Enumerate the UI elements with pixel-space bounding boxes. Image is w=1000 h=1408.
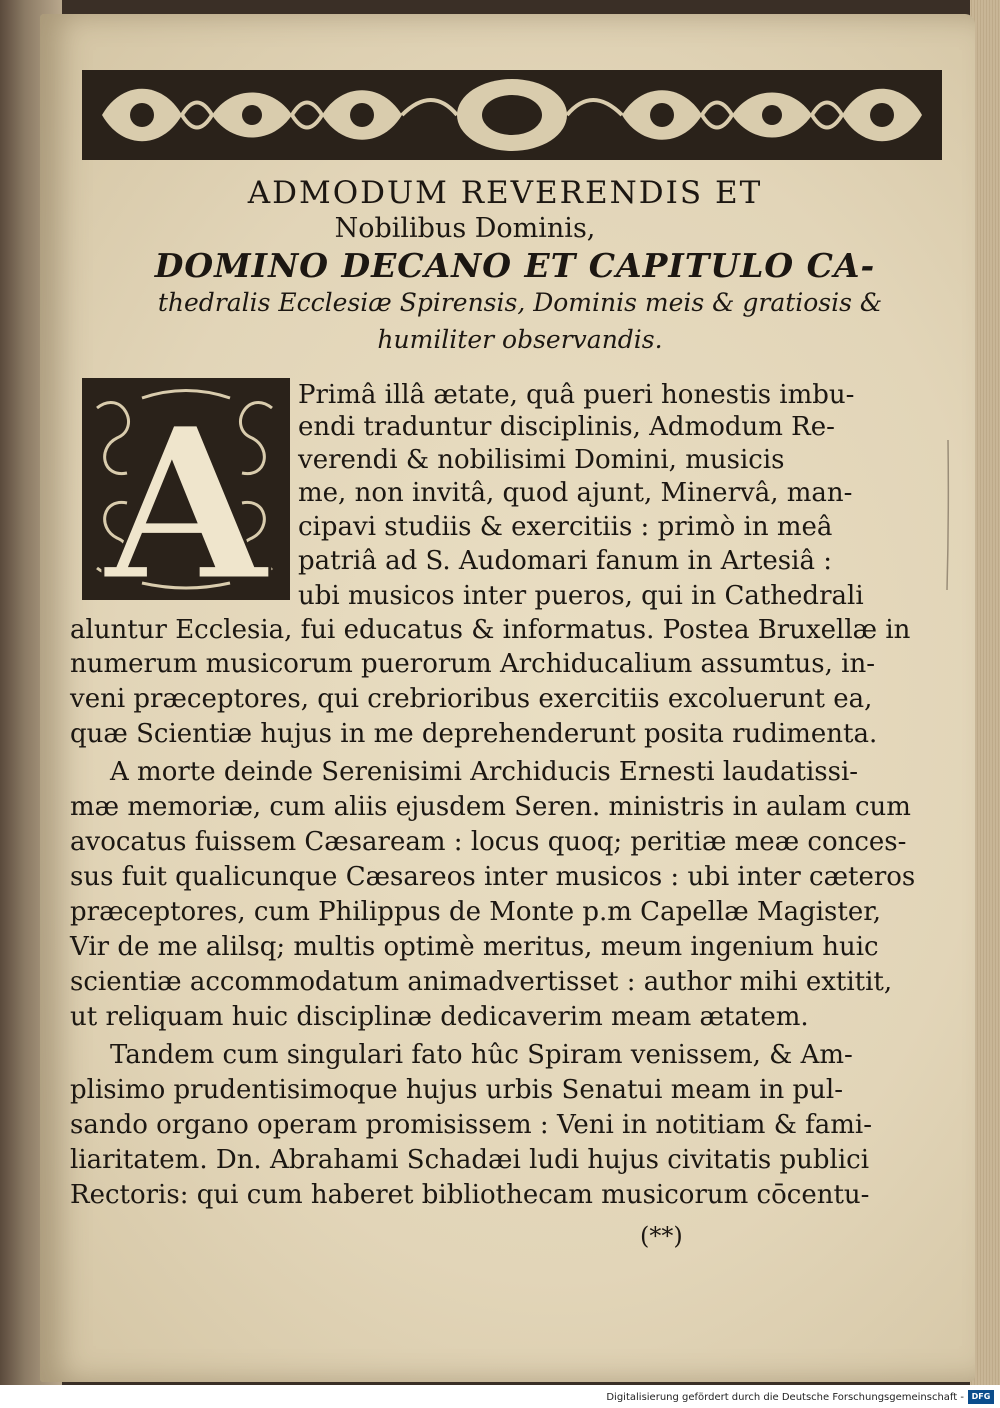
signature-mark: (**) bbox=[640, 1222, 683, 1250]
title-line-3: DOMINO DECANO ET CAPITULO CA- bbox=[154, 246, 876, 285]
decorated-initial bbox=[82, 378, 290, 600]
initial-letter: A bbox=[104, 381, 268, 600]
body-line: endi traduntur disciplinis, Admodum Re- bbox=[298, 412, 835, 442]
body-line: ut reliquam huic disciplinæ dedicaverim meam ætatem. bbox=[70, 1002, 809, 1032]
body-line: aluntur Ecclesia, fui educatus & informatus. Postea Bruxellæ in bbox=[70, 615, 911, 645]
body-line: sus fuit qualicunque Cæsareos inter musicos : ubi inter cæteros bbox=[70, 862, 916, 892]
footer-text: Digitalisierung gefördert durch die Deutsche Forschungsgemeinschaft - bbox=[606, 1392, 964, 1403]
body-line: plisimo prudentisimoque hujus urbis Senatui meam in pul- bbox=[70, 1075, 844, 1105]
title-line-2: Nobilibus Dominis, bbox=[334, 213, 596, 244]
body-line: patriâ ad S. Audomari fanum in Artesiâ : bbox=[298, 546, 832, 576]
ornamental-headpiece bbox=[82, 70, 942, 160]
body-line: Vir de me alilsq; multis optimè meritus, meum ingenium huic bbox=[70, 932, 879, 962]
body-line: sando organo operam promisissem : Veni in notitiam & fami- bbox=[70, 1110, 873, 1140]
body-line: præceptores, cum Philippus de Monte p.m Capellæ Magister, bbox=[70, 897, 882, 927]
dfg-logo-icon: DFG bbox=[968, 1390, 994, 1404]
body-line: me, non invitâ, quod ajunt, Minervâ, man- bbox=[298, 478, 853, 508]
title-line-4: thedralis Ecclesiæ Spirensis, Dominis meis & gratiosis & bbox=[157, 288, 883, 317]
title-line-1: ADMODUM REVERENDIS ET bbox=[247, 175, 763, 211]
title-line-5: humiliter observandis. bbox=[377, 325, 663, 354]
body-line: scientiæ accommodatum animadvertisset : author mihi extitit, bbox=[70, 967, 893, 997]
body-line: Primâ illâ ætate, quâ pueri honestis imbu- bbox=[298, 380, 855, 410]
body-line: numerum musicorum puerorum Archiducalium assumtus, in- bbox=[70, 649, 876, 679]
body-line: quæ Scientiæ hujus in me deprehenderunt posita rudimenta. bbox=[70, 719, 878, 749]
body-line: mæ memoriæ, cum aliis ejusdem Seren. ministris in aulam cum bbox=[70, 792, 911, 822]
body-line: A morte deinde Serenisimi Archiducis Ernesti laudatissi- bbox=[110, 757, 859, 787]
body-line: Rectoris: qui cum haberet bibliothecam musicorum cōcentu- bbox=[70, 1180, 870, 1210]
body-line: Tandem cum singulari fato hûc Spiram venissem, & Am- bbox=[110, 1040, 853, 1070]
body-line: verendi & nobilisimi Domini, musicis bbox=[298, 445, 785, 475]
body-line: avocatus fuissem Cæsaream : locus quoq; peritiæ meæ conces- bbox=[70, 827, 907, 857]
body-line: ubi musicos inter pueros, qui in Cathedrali bbox=[298, 581, 864, 611]
body-line: cipavi studiis & exercitiis : primò in meâ bbox=[298, 512, 833, 542]
body-line: liaritatem. Dn. Abrahami Schadæi ludi hujus civitatis publici bbox=[70, 1145, 870, 1175]
pencil-mark bbox=[946, 440, 950, 590]
body-line: veni præceptores, qui crebrioribus exercitiis excoluerunt ea, bbox=[70, 684, 873, 714]
